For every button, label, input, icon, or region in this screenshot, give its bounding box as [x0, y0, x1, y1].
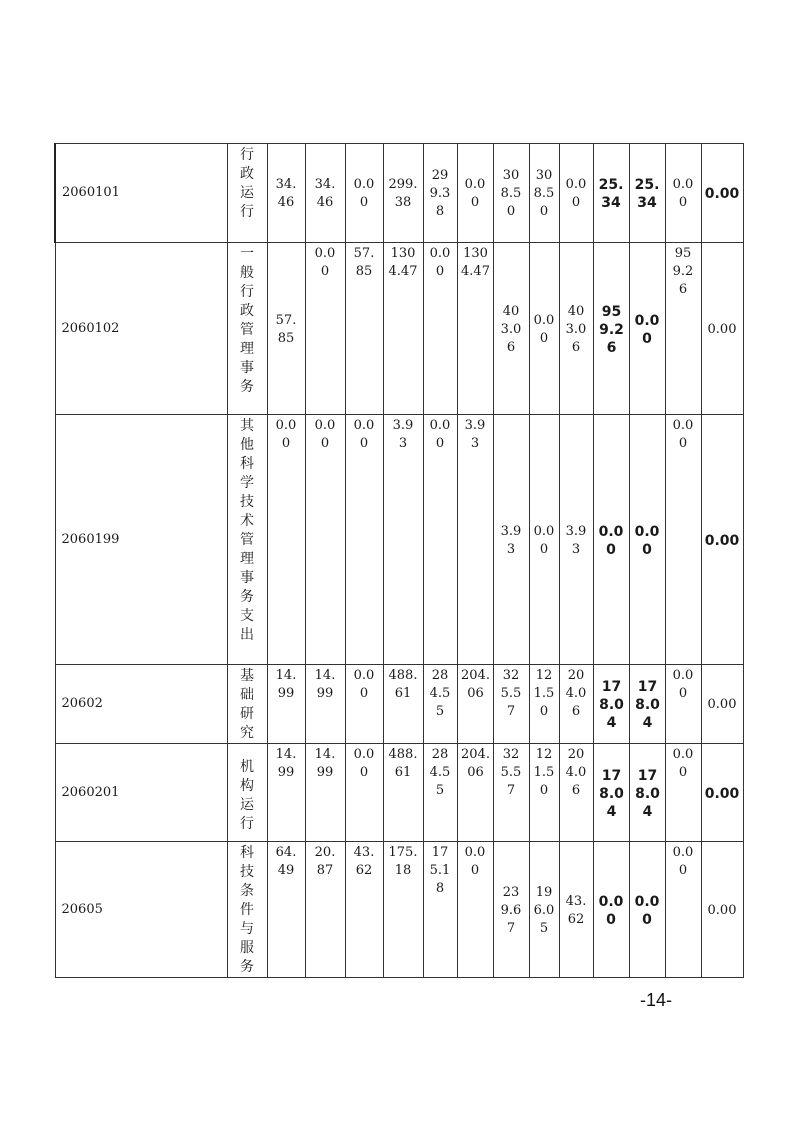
cell: 0.00 [345, 665, 383, 744]
cell: 0.00 [665, 744, 701, 842]
row-name: 基础研究 [227, 665, 267, 744]
cell: 57.85 [267, 243, 305, 415]
cell: 299.38 [423, 144, 457, 243]
cell: 175.18 [423, 842, 457, 978]
cell: 34.46 [305, 144, 345, 243]
row-code: 2060201 [55, 744, 227, 842]
row-code: 2060102 [55, 243, 227, 415]
cell: 178.04 [593, 665, 629, 744]
cell: 34.46 [267, 144, 305, 243]
cell: 0.00 [629, 842, 665, 978]
cell: 175.18 [383, 842, 423, 978]
cell: 0.00 [345, 415, 383, 665]
cell: 178.04 [629, 665, 665, 744]
cell: 0.00 [593, 415, 629, 665]
cell: 3.93 [457, 415, 493, 665]
cell: 43.62 [345, 842, 383, 978]
cell: 488.61 [383, 744, 423, 842]
table-row [55, 744, 743, 842]
cell: 308.50 [493, 144, 529, 243]
cell: 0.00 [701, 744, 743, 842]
table-row [55, 144, 743, 243]
cell: 0.00 [665, 842, 701, 978]
cell: 0.00 [701, 665, 743, 744]
cell: 14.99 [267, 665, 305, 744]
cell: 0.00 [701, 415, 743, 665]
cell: 178.04 [593, 744, 629, 842]
row-name: 一般行政管理事务 [227, 243, 267, 415]
table-row [55, 665, 743, 744]
cell: 0.00 [529, 243, 559, 415]
cell: 959.26 [665, 243, 701, 415]
cell: 308.50 [529, 144, 559, 243]
cell: 64.49 [267, 842, 305, 978]
cell: 403.06 [559, 243, 593, 415]
cell: 959.26 [593, 243, 629, 415]
cell: 20.87 [305, 842, 345, 978]
cell: 0.00 [701, 243, 743, 415]
cell: 0.00 [345, 144, 383, 243]
cell: 1304.47 [383, 243, 423, 415]
cell: 0.00 [665, 665, 701, 744]
cell: 14.99 [267, 744, 305, 842]
cell: 0.00 [423, 415, 457, 665]
page-number: -14- [640, 990, 673, 1010]
cell: 25.34 [629, 144, 665, 243]
cell: 0.00 [345, 744, 383, 842]
budget-table [54, 143, 744, 978]
cell: 325.57 [493, 665, 529, 744]
cell: 204.06 [457, 744, 493, 842]
row-code: 20602 [55, 665, 227, 744]
cell: 3.93 [383, 415, 423, 665]
row-name: 其他科学技术管理事务支出 [227, 415, 267, 665]
cell: 204.06 [457, 665, 493, 744]
cell: 0.00 [529, 415, 559, 665]
cell: 121.50 [529, 744, 559, 842]
cell: 43.62 [559, 842, 593, 978]
cell: 121.50 [529, 665, 559, 744]
cell: 14.99 [305, 665, 345, 744]
cell: 14.99 [305, 744, 345, 842]
cell: 239.67 [493, 842, 529, 978]
cell: 57.85 [345, 243, 383, 415]
cell: 0.00 [629, 415, 665, 665]
cell: 0.00 [559, 144, 593, 243]
cell: 0.00 [701, 842, 743, 978]
row-code: 20605 [55, 842, 227, 978]
cell: 488.61 [383, 665, 423, 744]
cell: 196.05 [529, 842, 559, 978]
cell: 299.38 [383, 144, 423, 243]
cell: 0.00 [665, 144, 701, 243]
cell: 0.00 [665, 415, 701, 665]
cell: 284.55 [423, 665, 457, 744]
cell: 3.93 [493, 415, 529, 665]
cell: 0.00 [305, 415, 345, 665]
cell: 0.00 [457, 144, 493, 243]
cell: 178.04 [629, 744, 665, 842]
row-name: 机构运行 [227, 744, 267, 842]
row-code: 2060101 [55, 144, 227, 243]
cell: 403.06 [493, 243, 529, 415]
cell: 284.55 [423, 744, 457, 842]
cell: 3.93 [559, 415, 593, 665]
row-name: 科技条件与服务 [227, 842, 267, 978]
table-row [55, 243, 743, 415]
cell: 0.00 [305, 243, 345, 415]
cell: 0.00 [629, 243, 665, 415]
row-name: 行政运行 [227, 144, 267, 243]
cell: 25.34 [593, 144, 629, 243]
cell: 204.06 [559, 665, 593, 744]
cell: 0.00 [267, 415, 305, 665]
cell: 204.06 [559, 744, 593, 842]
cell: 0.00 [701, 144, 743, 243]
cell: 0.00 [457, 842, 493, 978]
cell: 325.57 [493, 744, 529, 842]
cell: 0.00 [423, 243, 457, 415]
table-row [55, 415, 743, 665]
cell: 0.00 [593, 842, 629, 978]
row-code: 2060199 [55, 415, 227, 665]
cell: 1304.47 [457, 243, 493, 415]
table-row [55, 842, 743, 978]
